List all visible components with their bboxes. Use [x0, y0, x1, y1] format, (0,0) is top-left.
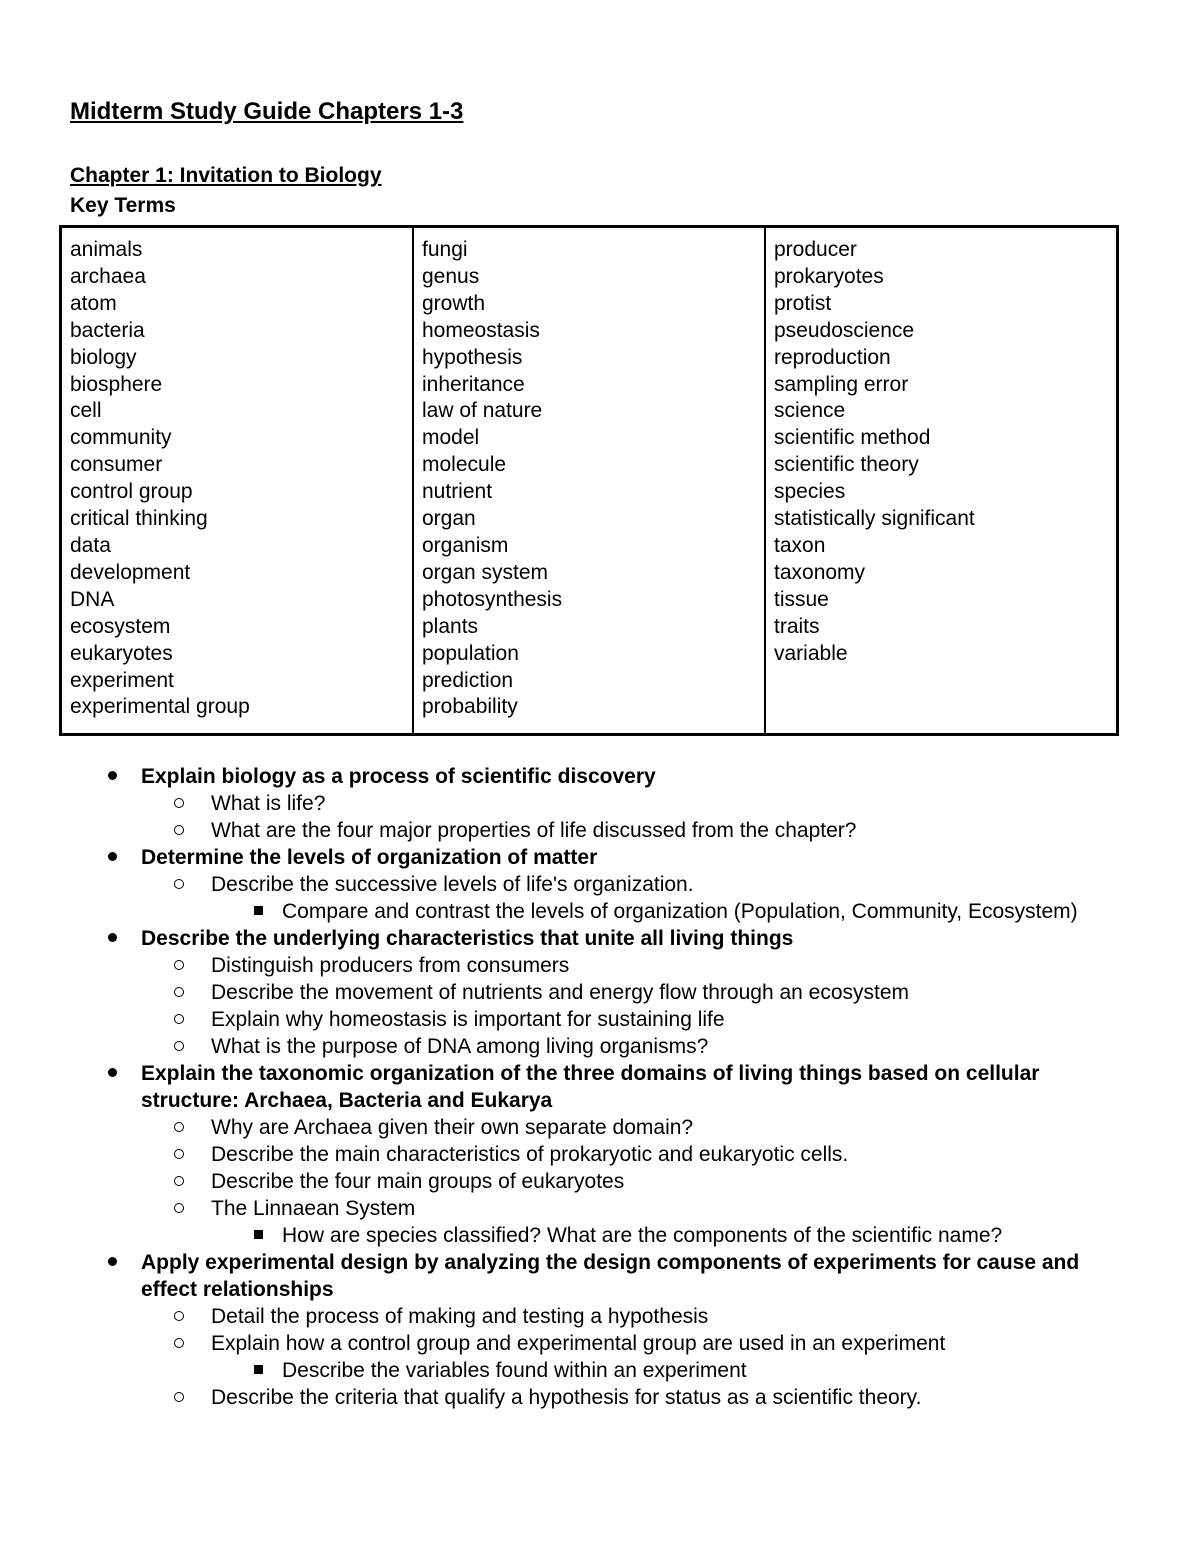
objective-subitem — [0, 979, 1120, 1006]
objective-text: What is life? — [211, 792, 326, 815]
bullet-circle-icon — [174, 1006, 184, 1033]
key-term: data — [70, 533, 111, 557]
objective-subitem — [0, 817, 1120, 844]
key-term: biosphere — [70, 372, 163, 396]
key-term: population — [422, 641, 519, 665]
key-term: organ system — [422, 560, 549, 584]
document-title: Midterm Study Guide Chapters 1-3 — [70, 98, 464, 125]
key-term: archaea — [70, 264, 146, 288]
key-term: control group — [70, 480, 193, 504]
key-term: homeostasis — [422, 318, 540, 342]
bullet-circle-icon — [174, 790, 184, 817]
objectives-list — [0, 763, 1120, 1411]
key-terms-column-2 — [414, 228, 766, 733]
key-term: tissue — [774, 587, 829, 611]
bullet-dot-icon — [108, 844, 117, 871]
bullet-square-icon — [254, 1357, 263, 1384]
bullet-circle-icon — [174, 1303, 184, 1330]
key-term: animals — [70, 238, 143, 261]
objective-text: How are species classified? What are the components of the scientific name? — [282, 1224, 1003, 1247]
objective-text: Describe the movement of nutrients and energy flow through an ecosystem — [211, 981, 910, 1004]
objective-text: Detail the process of making and testing a hypothesis — [211, 1305, 709, 1328]
objective-text: Distinguish producers from consumers — [211, 954, 570, 977]
bullet-circle-icon — [174, 1114, 184, 1141]
objective-text: Describe the criteria that qualify a hypothesis for status as a scientific theory. — [211, 1386, 922, 1409]
key-term: ecosystem — [70, 614, 171, 638]
objective-subitem — [0, 1195, 1120, 1222]
objective-subsubitem — [0, 1357, 1120, 1384]
objective-subitem — [0, 1006, 1120, 1033]
objective-subitem — [0, 1141, 1120, 1168]
objective-text: Describe the variables found within an experiment — [282, 1359, 747, 1382]
chapter-heading: Chapter 1: Invitation to Biology — [70, 164, 382, 187]
objective-text: The Linnaean System — [211, 1197, 416, 1220]
key-term: organism — [422, 533, 509, 557]
key-term: nutrient — [422, 480, 493, 504]
key-term: prediction — [422, 668, 514, 692]
key-term: statistically significant — [774, 507, 975, 531]
bullet-circle-icon — [174, 1195, 184, 1222]
bullet-circle-icon — [174, 952, 184, 979]
key-term: plants — [422, 614, 479, 638]
document-page — [70, 96, 1130, 220]
objective-text: Explain the taxonomic organization of the three domains of living things based on cellular structure: Archaea, Bacteria and Eukarya — [141, 1062, 1040, 1112]
bullet-square-icon — [254, 1222, 263, 1249]
objective-subsubitem — [0, 898, 1120, 925]
key-term: cell — [70, 399, 102, 423]
bullet-dot-icon — [108, 925, 117, 952]
objective-text: What are the four major properties of life discussed from the chapter? — [211, 819, 857, 842]
key-term: molecule — [422, 453, 507, 477]
key-term: producer — [774, 238, 857, 261]
key-term: scientific method — [774, 426, 931, 450]
objective-text: Describe the four main groups of eukaryotes — [211, 1170, 625, 1193]
key-term: variable — [774, 641, 848, 665]
objective-text: Compare and contrast the levels of organization (Population, Community, Ecosystem) — [282, 900, 1078, 923]
bullet-square-icon — [254, 898, 263, 925]
bullet-circle-icon — [174, 979, 184, 1006]
objective-subitem — [0, 952, 1120, 979]
key-term: consumer — [70, 453, 163, 477]
key-term: protist — [774, 291, 832, 315]
objective-subitem — [0, 1384, 1120, 1411]
objective-subitem — [0, 1303, 1120, 1330]
objective-subitem — [0, 871, 1120, 898]
bullet-circle-icon — [174, 1330, 184, 1357]
objective-item — [0, 925, 1120, 952]
objective-item — [0, 844, 1120, 871]
key-term: critical thinking — [70, 507, 208, 531]
key-term: sampling error — [774, 372, 909, 396]
objective-subitem — [0, 1033, 1120, 1060]
key-terms-column-3 — [766, 228, 1116, 733]
objective-text: Describe the underlying characteristics that unite all living things — [141, 927, 794, 950]
objective-subitem — [0, 1330, 1120, 1357]
bullet-circle-icon — [174, 1168, 184, 1195]
objective-text: Determine the levels of organization of matter — [141, 846, 598, 869]
bullet-dot-icon — [108, 1060, 117, 1087]
key-term: scientific theory — [774, 453, 919, 477]
objective-item — [0, 1060, 1120, 1114]
key-term: photosynthesis — [422, 587, 563, 611]
key-term: genus — [422, 264, 480, 288]
objective-subsubitem — [0, 1222, 1120, 1249]
key-terms-label: Key Terms — [70, 194, 176, 217]
key-term: taxonomy — [774, 560, 866, 584]
key-term: atom — [70, 291, 117, 315]
key-term: community — [70, 426, 172, 450]
key-term: development — [70, 560, 191, 584]
key-terms-column-1 — [62, 228, 414, 733]
key-term: experimental group — [70, 695, 250, 719]
key-term: DNA — [70, 587, 115, 611]
key-terms-table — [59, 225, 1119, 736]
objective-text: Describe the successive levels of life's organization. — [211, 873, 694, 896]
objective-item — [0, 1249, 1120, 1303]
bullet-circle-icon — [174, 1141, 184, 1168]
key-term: pseudoscience — [774, 318, 915, 342]
key-term: experiment — [70, 668, 174, 692]
key-term: science — [774, 399, 846, 423]
key-term: biology — [70, 345, 137, 369]
key-term: prokaryotes — [774, 264, 884, 288]
key-term: organ — [422, 507, 476, 531]
bullet-circle-icon — [174, 871, 184, 898]
key-term: probability — [422, 695, 518, 719]
key-term: fungi — [422, 238, 468, 261]
key-term: hypothesis — [422, 345, 523, 369]
key-term: model — [422, 426, 480, 450]
objective-subitem — [0, 1114, 1120, 1141]
key-term: bacteria — [70, 318, 145, 342]
key-term: reproduction — [774, 345, 891, 369]
bullet-circle-icon — [174, 817, 184, 844]
key-term: eukaryotes — [70, 641, 173, 665]
key-term: law of nature — [422, 399, 543, 423]
bullet-circle-icon — [174, 1033, 184, 1060]
key-term: inheritance — [422, 372, 525, 396]
key-term: taxon — [774, 533, 826, 557]
objective-subitem — [0, 790, 1120, 817]
objective-text: Explain biology as a process of scientific discovery — [141, 765, 656, 788]
objective-subitem — [0, 1168, 1120, 1195]
objective-item — [0, 763, 1120, 790]
objective-text: Apply experimental design by analyzing the design components of experiments for cause and effect relationships — [141, 1251, 1080, 1301]
objective-text: What is the purpose of DNA among living organisms? — [211, 1035, 709, 1058]
objective-text: Explain why homeostasis is important for sustaining life — [211, 1008, 725, 1031]
bullet-dot-icon — [108, 763, 117, 790]
key-term: growth — [422, 291, 486, 315]
key-term: traits — [774, 614, 820, 638]
objective-text: Describe the main characteristics of prokaryotic and eukaryotic cells. — [211, 1143, 849, 1166]
bullet-circle-icon — [174, 1384, 184, 1411]
objective-text: Why are Archaea given their own separate domain? — [211, 1116, 694, 1139]
objective-text: Explain how a control group and experimental group are used in an experiment — [211, 1332, 946, 1355]
key-term: species — [774, 480, 846, 504]
bullet-dot-icon — [108, 1249, 117, 1276]
